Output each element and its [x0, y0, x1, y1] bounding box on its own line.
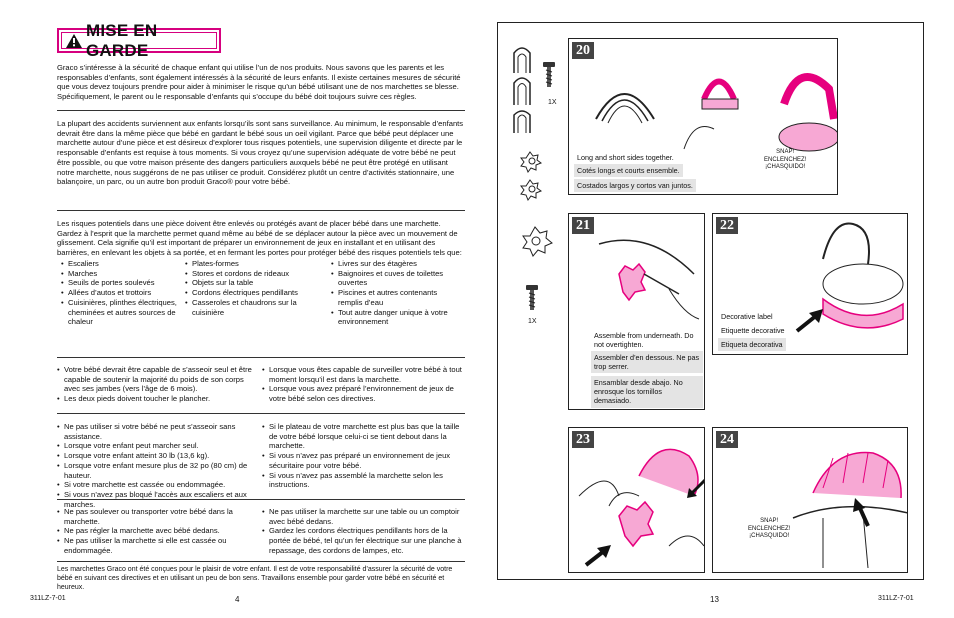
- knob-parts-illustration: [520, 150, 560, 200]
- arrow-icon: [584, 543, 612, 568]
- step-number: 20: [572, 42, 594, 59]
- never-list-right: [262, 507, 462, 556]
- hazards-list-col3: [331, 259, 461, 327]
- list-item: • Lorsque votre enfant peut marcher seul.: [57, 441, 264, 451]
- divider: [57, 210, 465, 211]
- divider: [57, 413, 465, 414]
- list-item: • Seuils de portes soulevés: [61, 278, 185, 288]
- snap-text: SNAP!: [760, 518, 779, 524]
- divider: [57, 110, 465, 111]
- divider: [57, 499, 465, 500]
- list-item: • Si vous n’avez pas préparé un environnement de jeux sécuritaire pour votre bébé.: [262, 451, 462, 470]
- list-item: • Objets sur la table: [185, 278, 327, 288]
- hazards-list-col1: [61, 259, 185, 327]
- page-number-right: 13: [710, 595, 719, 604]
- list-item: • Casseroles et chaudrons sur la cuisinière: [185, 298, 327, 317]
- list-item: • Ne pas régler la marchette avec bébé dedans.: [57, 526, 262, 536]
- list-item: • Allées d’autos et trottoirs: [61, 288, 185, 298]
- list-item: • Ne pas utiliser si votre bébé ne peut s’asseoir sans assistance.: [57, 422, 264, 441]
- arrow-icon: [853, 498, 873, 528]
- do-not-use-list-left: [57, 422, 264, 509]
- step-24-panel: [712, 427, 908, 573]
- supervision-paragraph: La plupart des accidents surviennent aux enfants lorsqu’ils sont sans surveillance. Au minimum, le responsable d’enfants devrait être dans la même pièce que bébé en gardant le bébé sous un oeil vigilant. Parce que bébé peut déplacer une marchette autour d’une pièce et est désireux d’explorer tous risques potentiels, une supervision diligente et directe par le responsable d’enfants est requise à tous moments. Si vous croyez qu’une supervision adéquate de votre bébé ne peut être possible, ou que votre maison présente des dangers particuliers auxquels bébé ne peut être protégé en utilisant notre marchette, nous suggérons de ne pas utiliser ce produit. Considérez plutôt un centre d’activités stationnaire, une balançoire, un parc, ou un autre bon produit Graco® pour votre bébé.: [57, 119, 464, 187]
- step-21-caption-es: Ensamblar desde abajo. No enrosque los tornillos demasiado.: [591, 376, 703, 408]
- divider: [57, 561, 465, 562]
- screw-icon: [523, 285, 543, 315]
- list-item: • Lorsque vous êtes capable de surveiller votre bébé à tout moment lorsqu’il est dans la marchette.: [262, 365, 462, 384]
- snap-text: ¡CHASQUIDO!: [765, 164, 806, 170]
- list-item: • Lorsque votre enfant atteint 30 lb (13,6 kg).: [57, 451, 264, 461]
- list-item: • Ne pas utiliser la marchette sur une table ou un comptoir avec bébé dedans.: [262, 507, 462, 526]
- list-item: • Ne pas utiliser la marchette si elle est cassée ou endommagée.: [57, 536, 262, 555]
- warning-header: [57, 20, 221, 60]
- wire-parts-illustration: [508, 45, 572, 145]
- screw-icon: [540, 62, 560, 92]
- snap-label: [748, 518, 790, 541]
- step-20-caption-fr: Cotés longs et courts ensemble.: [574, 164, 683, 177]
- list-item: • Les deux pieds doivent toucher le plancher.: [57, 394, 257, 404]
- step-23-panel: [568, 427, 705, 573]
- step-22-panel: [712, 213, 908, 355]
- hazards-list-col2: [185, 259, 327, 317]
- list-item: • Plates-formes: [185, 259, 327, 269]
- list-item: • Si votre marchette est cassée ou endommagée.: [57, 480, 264, 490]
- step-21-caption-fr: Assembler d’en dessous. Ne pas trop serrer.: [591, 351, 703, 373]
- arrow-icon: [687, 478, 705, 498]
- step-number: 24: [716, 431, 738, 448]
- list-item: • Ne pas soulever ou transporter votre bébé dans la marchette.: [57, 507, 262, 526]
- step-20-panel: [568, 38, 838, 195]
- parts-quantity: 1X: [528, 318, 537, 325]
- arrow-icon: [795, 309, 825, 334]
- use-when-list-right: [262, 365, 462, 404]
- snap-text: ¡CHASQUIDO!: [749, 533, 790, 539]
- step-20-caption-es: Costados largos y cortos van juntos.: [574, 179, 696, 192]
- step-number: 22: [716, 217, 738, 234]
- snap-text: ENCLENCHEZ!: [764, 156, 807, 163]
- snap-label: [764, 149, 806, 172]
- step-22-caption-es: Etiqueta decorativa: [718, 338, 786, 351]
- footer-code-right: 311LZ-7-01: [878, 595, 914, 602]
- footer-code-left: 311LZ-7-01: [30, 595, 66, 602]
- divider: [57, 357, 465, 358]
- page-number-left: 4: [235, 595, 240, 604]
- list-item: • Lorsque votre enfant mesure plus de 32 po (80 cm) de hauteur.: [57, 461, 264, 480]
- step-21-illustration: [589, 234, 699, 324]
- list-item: • Escaliers: [61, 259, 185, 269]
- list-item: • Votre bébé devrait être capable de s’asseoir seul et être capable de soutenir la majorité du poids de son corps avec ses jambes (vers l’âge de 6 mois).: [57, 365, 257, 394]
- step-24-illustration: [793, 438, 908, 573]
- closing-paragraph: Les marchettes Graco ont été conçues pour le plaisir de votre enfant. Il est de votre responsabilité d’assurer la sécurité de votre bébé en suivant ces directives et en utilisant un peu de bon sens. Travaillons ensemble pour garder votre bébé en sécurité et heureux.: [57, 566, 453, 591]
- step-number: 21: [572, 217, 594, 234]
- list-item: • Livres sur des étagères: [331, 259, 461, 269]
- warning-triangle-icon: [66, 34, 82, 48]
- warning-title: MISE EN GARDE: [86, 20, 158, 60]
- intro-paragraph: Graco s’intéresse à la sécurité de chaque enfant qui utilise l’un de nos produits. Nous savons que les parents et les responsables d’enfants, sont également intéressés à la sécurité de leurs enfants. Il existe certaines mesures de sécurité que vous devez toujours prendre pour aider à minimiser le risque qu’un bébé utilisant une de nos marchettes se blesse. Spécifiquement, le parent ou le responsable d’enfants qui s’occupe du bébé doit toujours suivre ces règles.: [57, 63, 461, 102]
- step-21-caption-en: Assemble from underneath. Do not overtighten.: [594, 331, 694, 350]
- never-list-left: [57, 507, 262, 556]
- list-item: • Piscines et autres contenants remplis d’eau: [331, 288, 461, 307]
- use-when-list-left: [57, 365, 257, 404]
- list-item: • Marches: [61, 269, 185, 279]
- list-item: • Cuisinières, plinthes électriques, cheminées et autres sources de chaleur: [61, 298, 185, 327]
- do-not-use-list-right: [262, 422, 462, 490]
- list-item: • Tout autre danger unique à votre environnement: [331, 308, 461, 327]
- step-number: 23: [572, 431, 594, 448]
- parts-quantity: 1X: [548, 99, 557, 106]
- step-22-caption-en: Decorative label: [721, 312, 773, 321]
- list-item: • Lorsque vous avez préparé l’environnement de jeux de votre bébé selon ces directives.: [262, 384, 462, 403]
- step-20-caption-en: Long and short sides together.: [577, 153, 674, 162]
- list-item: • Si vous n’avez pas assemblé la marchette selon les instructions.: [262, 471, 462, 490]
- step-21-panel: [568, 213, 705, 410]
- knob-part-illustration: [515, 225, 555, 275]
- list-item: • Si le plateau de votre marchette est plus bas que la taille de votre bébé lorsque celui-ci se tient debout dans la marchette.: [262, 422, 462, 451]
- snap-text: SNAP!: [776, 149, 795, 155]
- list-item: • Cordons électriques pendillants: [185, 288, 327, 298]
- hazards-paragraph: Les risques potentiels dans une pièce doivent être enlevés ou protégés avant de placer bébé dans une marchette. Gardez à l’esprit que la marchette permet quand même au bébé de se déplacer autour la pièce avec un mouvement de glissement. Cela signifie qu’il est important de préparer un environnement de jeux en installant et en utilisant des barrières, en enlevant les objets à sa portée, et en fermant les portes pour protéger bébé des risques potentiels tels que:: [57, 219, 462, 258]
- step-22-caption-fr: Etiquette decorative: [721, 326, 785, 335]
- list-item: • Gardez les cordons électriques pendillants hors de la portée de bébé, tel qu’un fer électrique sur une planche à repassage, des cordons de lampes, etc.: [262, 526, 462, 555]
- list-item: • Baignoires et cuves de toilettes ouvertes: [331, 269, 461, 288]
- list-item: • Stores et cordons de rideaux: [185, 269, 327, 279]
- snap-text: ENCLENCHEZ!: [748, 525, 791, 532]
- list-item: • Si vous n’avez pas bloqué l’accès aux escaliers et aux marches.: [57, 490, 264, 509]
- step-20-illustration: [584, 59, 834, 154]
